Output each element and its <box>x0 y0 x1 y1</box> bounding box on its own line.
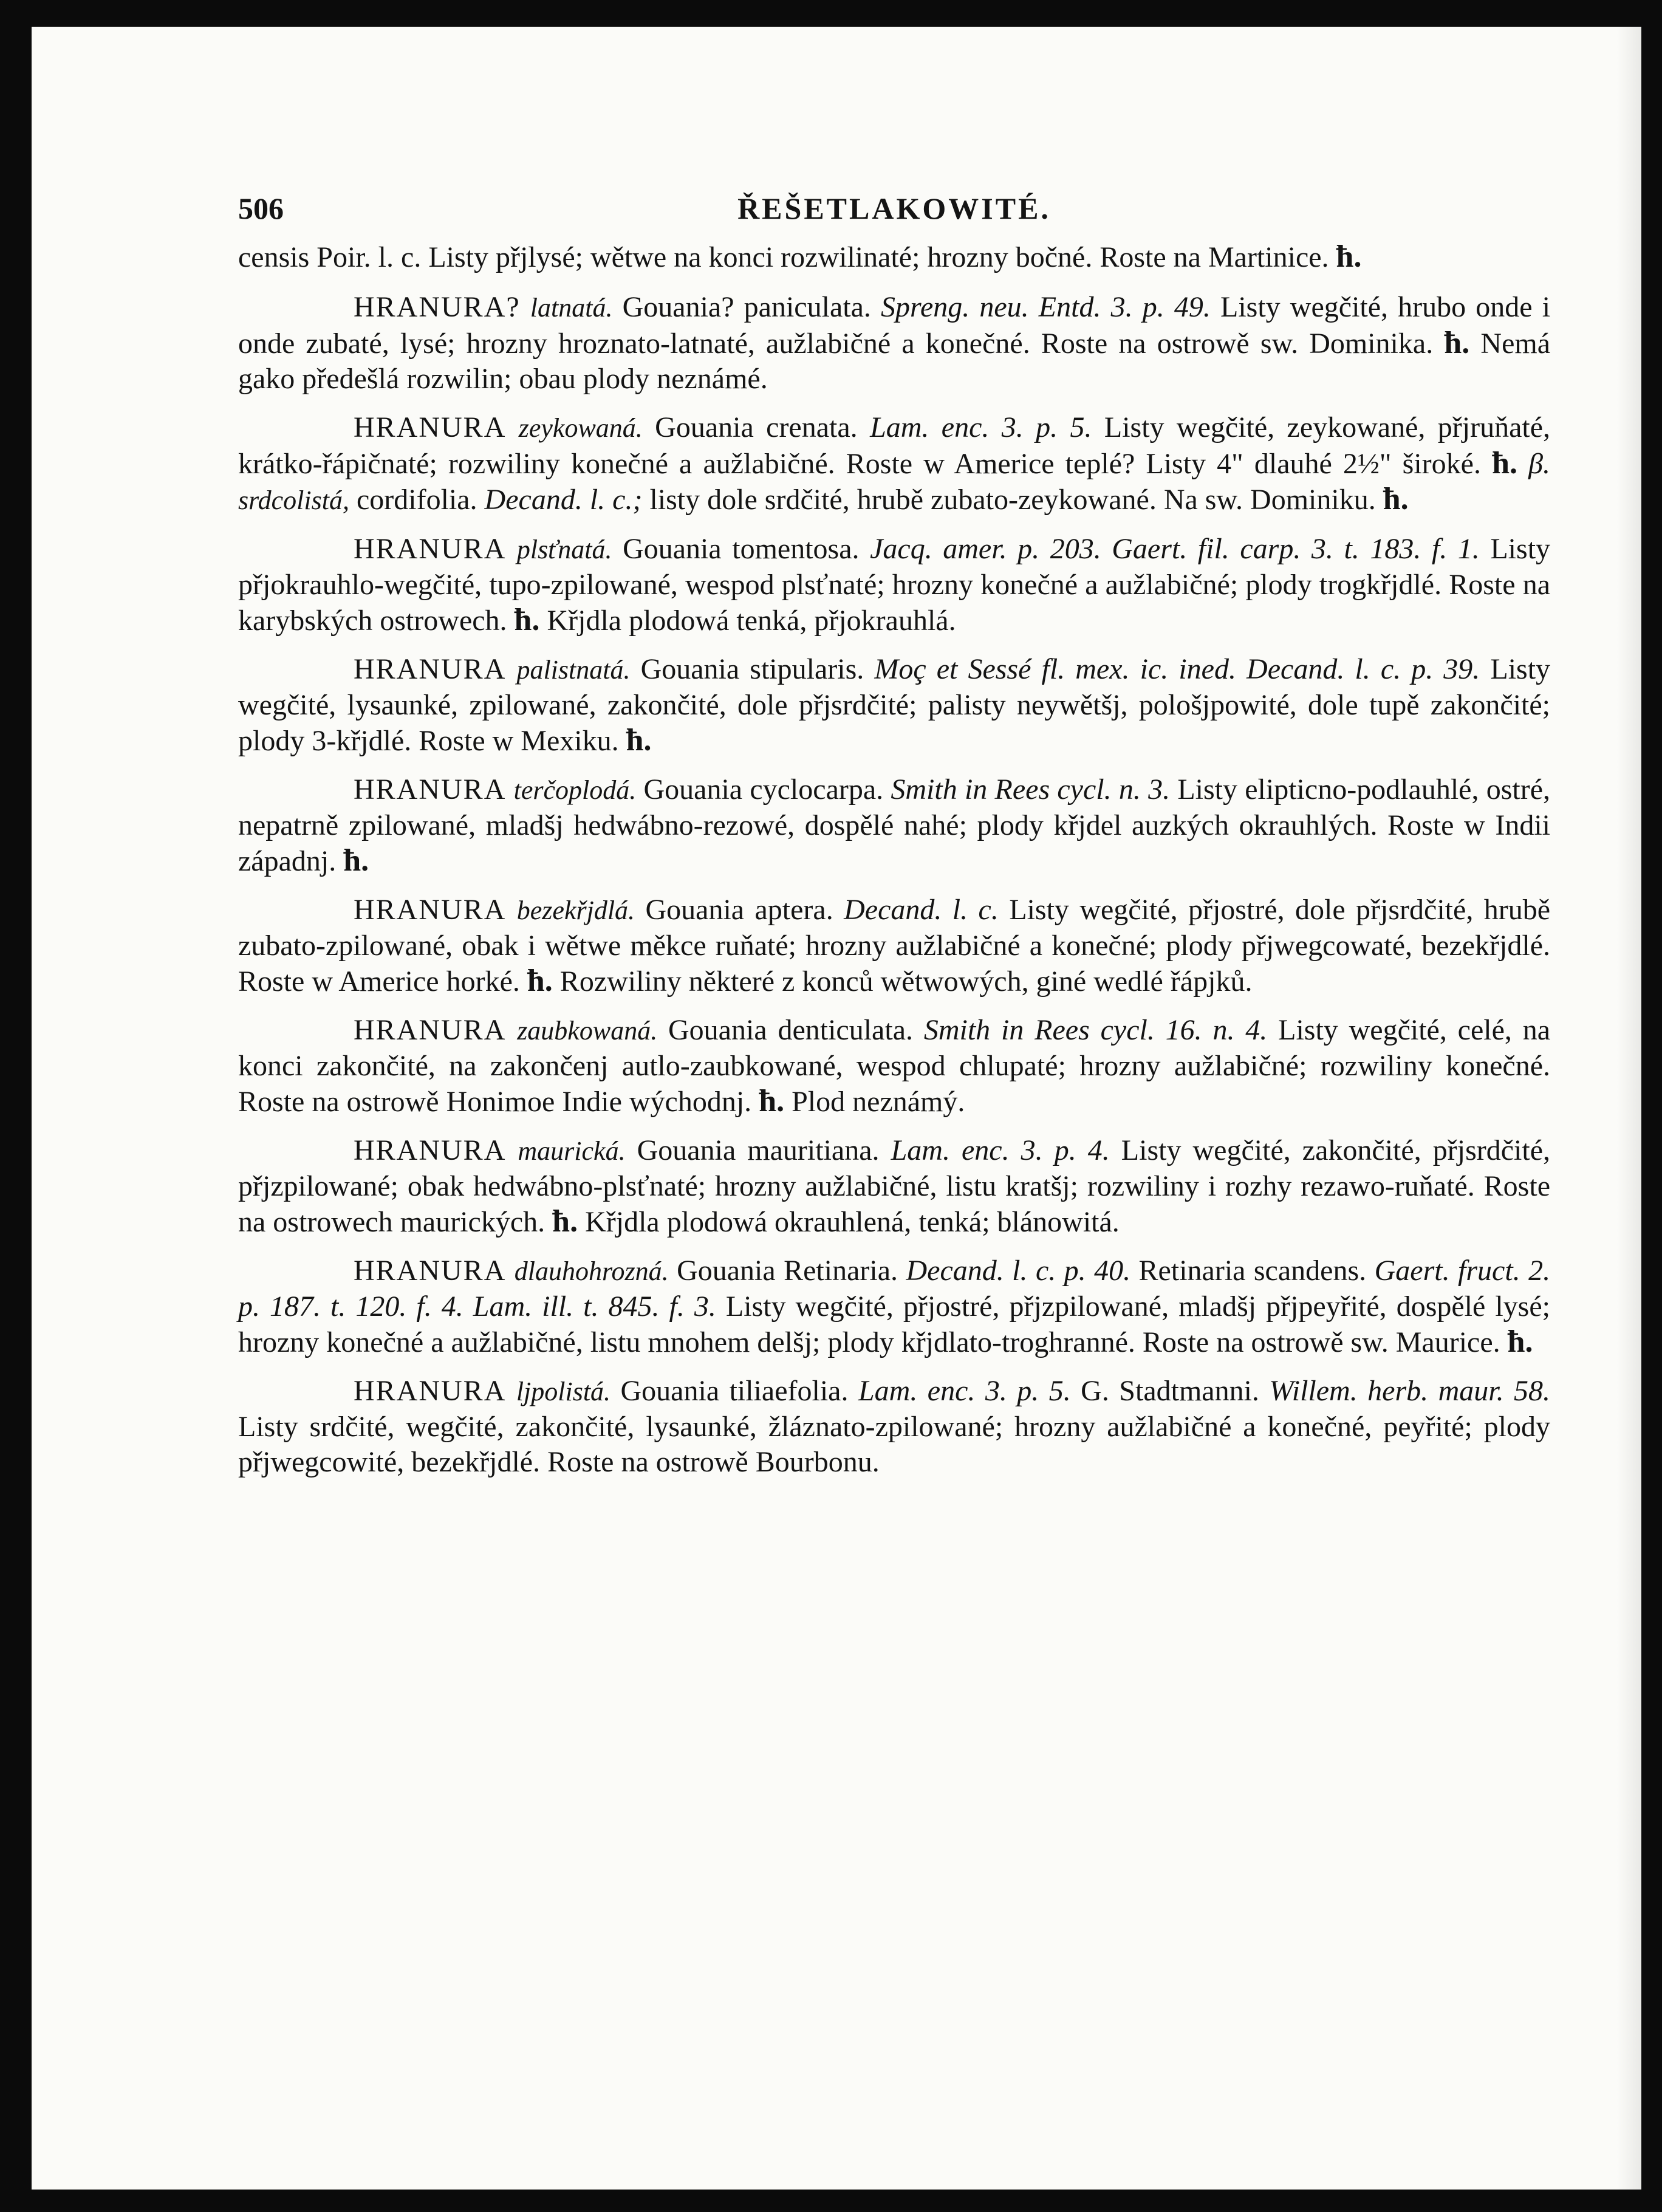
entry-description: Listy wegčité, zeykowané, přjruňaté, krátko-řápičnaté; rozwiliny konečné a aužlabičné. Roste w Americe teplé? Listy 4" dlauhé 2½" široké. <box>238 411 1551 480</box>
latin-name: Gouania cyclocarpa. <box>643 773 884 806</box>
variety-citation: Decand. l. c.; <box>484 484 643 516</box>
citation-secondary: Gaert. fruct. 2. p. 187. t. 120. f. 4. Lam. ill. t. 845. f. 3. <box>238 1255 1551 1323</box>
genus-heading: HRANURA <box>354 533 507 565</box>
page-edge-shadow <box>1617 27 1641 2190</box>
synonym: Retinaria scandens. <box>1138 1255 1367 1287</box>
czech-species-name: ljpolistá. <box>516 1377 611 1406</box>
shrub-symbol-icon: ħ. <box>552 1204 578 1239</box>
citation: Jacq. amer. p. 203. Gaert. fil. carp. 3. t. 183. f. 1. <box>870 533 1480 565</box>
latin-name: Gouania crenata. <box>655 411 858 443</box>
citation: Decand. l. c. <box>844 894 999 926</box>
latin-name: Gouania aptera. <box>645 894 833 926</box>
shrub-symbol-icon: ħ. <box>343 843 369 878</box>
czech-species-name: zeykowaná. <box>518 413 643 443</box>
shrub-symbol-icon: ħ. <box>514 603 540 637</box>
latin-name: Gouania? paniculata. <box>622 291 871 323</box>
citation: Moç et Sessé fl. mex. ic. ined. Decand. l. c. p. 39. <box>874 653 1480 685</box>
genus-heading: HRANURA <box>354 653 507 685</box>
entry-description: Listy přjokrauhlo-wegčité, tupo-zpilowané, wespod plsťnaté; hrozny konečné a aužlabičné; plody trogkřjdlé. Roste na karybských ostrowech. <box>238 533 1551 637</box>
shrub-symbol-icon: ħ. <box>1507 1324 1533 1359</box>
entry-paragraph <box>238 652 1550 759</box>
shrub-symbol-icon: ħ. <box>1383 482 1409 516</box>
shrub-symbol-icon: ħ. <box>1336 239 1362 274</box>
entry-description: Listy srdčité, wegčité, zakončité, lysaunké, žláznato-zpilowané; hrozny aužlabičné a konečné, peyřité; plody přjwegcowité, bezekřjdlé. Roste na ostrowě Bourbonu. <box>238 1411 1550 1478</box>
genus-heading: HRANURA? <box>354 291 521 323</box>
entry-paragraph <box>238 772 1550 879</box>
continuation-paragraph <box>238 239 1550 275</box>
genus-heading: HRANURA <box>354 411 507 443</box>
entry-description: Listy wegčité, zakončité, přjsrdčité, přjzpilowané; obak hedwábno-plsťnaté; hrozny aužlabičné, listu kratšj; rozwiliny i rozhy rezawo-ruňaté. Roste na ostrowech maurických. <box>238 1134 1551 1238</box>
czech-species-name: terčoplodá. <box>513 775 637 805</box>
genus-heading: HRANURA <box>354 1255 507 1287</box>
variety-czech-name: srdcolistá, <box>238 485 349 515</box>
citation: Smith in Rees cycl. 16. n. 4. <box>923 1014 1268 1046</box>
latin-name: Gouania tiliaefolia. <box>620 1375 849 1407</box>
entry-note: Nemá gako předešlá rozwilin; obau plody neznámé. <box>238 327 1551 395</box>
page-header <box>238 173 1550 239</box>
czech-species-name: maurická. <box>518 1136 626 1166</box>
shrub-symbol-icon: ħ. <box>759 1084 785 1118</box>
citation: Spreng. neu. Entd. 3. p. 49. <box>881 291 1211 323</box>
citation: Decand. l. c. p. 40. <box>906 1255 1131 1287</box>
entry-paragraph <box>238 1133 1550 1240</box>
entry-paragraph <box>238 410 1550 518</box>
book-page <box>32 27 1641 2190</box>
entry-paragraph <box>238 892 1550 999</box>
czech-species-name: plsťnatá. <box>516 535 612 564</box>
entry-description: Listy wegčité, hrubo onde i onde zubaté, lysé; hrozny hroznato-latnaté, aužlabičné a konečné. Roste na ostrowě sw. Dominika. <box>238 291 1551 360</box>
genus-heading: HRANURA <box>354 773 507 806</box>
synonym: G. Stadtmanni. <box>1081 1375 1259 1407</box>
entry-note: Rozwiliny některé z konců wětwowých, giné wedlé řápjků. <box>559 965 1253 998</box>
entry-description: Listy elipticno-podlauhlé, ostré, nepatrně zpilowané, mladšj hedwábno-rezowé, dospělé nahé; plody křjdel auzkých okrauhlých. Roste w Indii západnj. <box>238 773 1550 877</box>
citation: Lam. enc. 3. p. 5. <box>870 411 1092 443</box>
entry-note: Křjdla plodowá tenká, přjokrauhlá. <box>547 604 956 637</box>
genus-heading: HRANURA <box>354 1014 507 1046</box>
running-title: ŘEŠETLAKOWITÉ. <box>737 191 1051 225</box>
shrub-symbol-icon: ħ. <box>1492 446 1517 481</box>
czech-species-name: zaubkowaná. <box>517 1016 658 1046</box>
entry-description: Listy wegčité, přjostré, dole přjsrdčité, hrubě zubato-zpilowané, obak i wětwe měkce ruňaté; hrozny aužlabičné a konečné; plody přjwegcowaté, bezekřjdlé. Roste w Americe horké. <box>238 894 1551 998</box>
entry-description: Listy wegčité, lysaunké, zpilowané, zakončité, dole přjsrdčité; palisty neywětšj, pološjpowité, dole tupě zakončité; plody 3-křjdlé. Roste w Mexiku. <box>238 653 1551 757</box>
latin-name: Gouania Retinaria. <box>677 1255 898 1287</box>
shrub-symbol-icon: ħ. <box>527 964 553 998</box>
variety-mark: β. <box>1528 448 1551 480</box>
latin-name: Gouania denticulata. <box>668 1014 914 1046</box>
continuation-text: censis Poir. l. c. Listy přjlysé; wětwe na konci rozwilinaté; hrozny bočné. Roste na Martinice. <box>238 241 1329 273</box>
entry-paragraph <box>238 1253 1550 1360</box>
variety-latin-name: cordifolia. <box>356 484 477 516</box>
entry-description: Listy wegčité, celé, na konci zakončité, na zakončenj autlo-zaubkowané, wespod chlupaté; hrozny aužlabičné; rozwiliny konečné. Roste na ostrowě Honimoe Indie wýchodnj. <box>238 1014 1551 1118</box>
citation: Lam. enc. 3. p. 4. <box>891 1134 1110 1166</box>
shrub-symbol-icon: ħ. <box>626 723 652 758</box>
czech-species-name: latnatá. <box>530 293 613 323</box>
page-number: 506 <box>238 191 284 225</box>
variety-description: listy dole srdčité, hrubě zubato-zeykowané. Na sw. Dominiku. <box>649 484 1376 516</box>
entry-note: Křjdla plodowá okrauhlená, tenká; blánowitá. <box>585 1206 1120 1238</box>
shrub-symbol-icon: ħ. <box>1444 326 1470 360</box>
genus-heading: HRANURA <box>354 1375 507 1407</box>
latin-name: Gouania stipularis. <box>640 653 864 685</box>
entry-paragraph <box>238 532 1550 639</box>
entry-paragraph <box>238 1374 1550 1480</box>
citation: Lam. enc. 3. p. 5. <box>858 1375 1071 1407</box>
latin-name: Gouania tomentosa. <box>623 533 860 565</box>
citation-secondary: Willem. herb. maur. 58. <box>1269 1375 1551 1407</box>
genus-heading: HRANURA <box>354 1134 507 1166</box>
czech-species-name: dlauhohrozná. <box>514 1256 669 1286</box>
text-block <box>238 173 1550 1493</box>
citation: Smith in Rees cycl. n. 3. <box>891 773 1171 806</box>
czech-species-name: bezekřjdlá. <box>516 895 635 925</box>
entry-note: Plod neznámý. <box>792 1086 965 1118</box>
latin-name: Gouania mauritiana. <box>637 1134 880 1166</box>
genus-heading: HRANURA <box>354 894 507 926</box>
entry-description: Listy wegčité, přjostré, přjzpilowané, mladšj přjpeyřité, dospělé lysé; hrozny konečné a aužlabičné, listu mnohem delšj; plody křjdlato-troghranné. Roste na ostrowě sw. Maurice. <box>238 1290 1550 1358</box>
entry-paragraph <box>238 1013 1550 1120</box>
entry-paragraph <box>238 290 1550 397</box>
czech-species-name: palistnatá. <box>516 655 631 685</box>
